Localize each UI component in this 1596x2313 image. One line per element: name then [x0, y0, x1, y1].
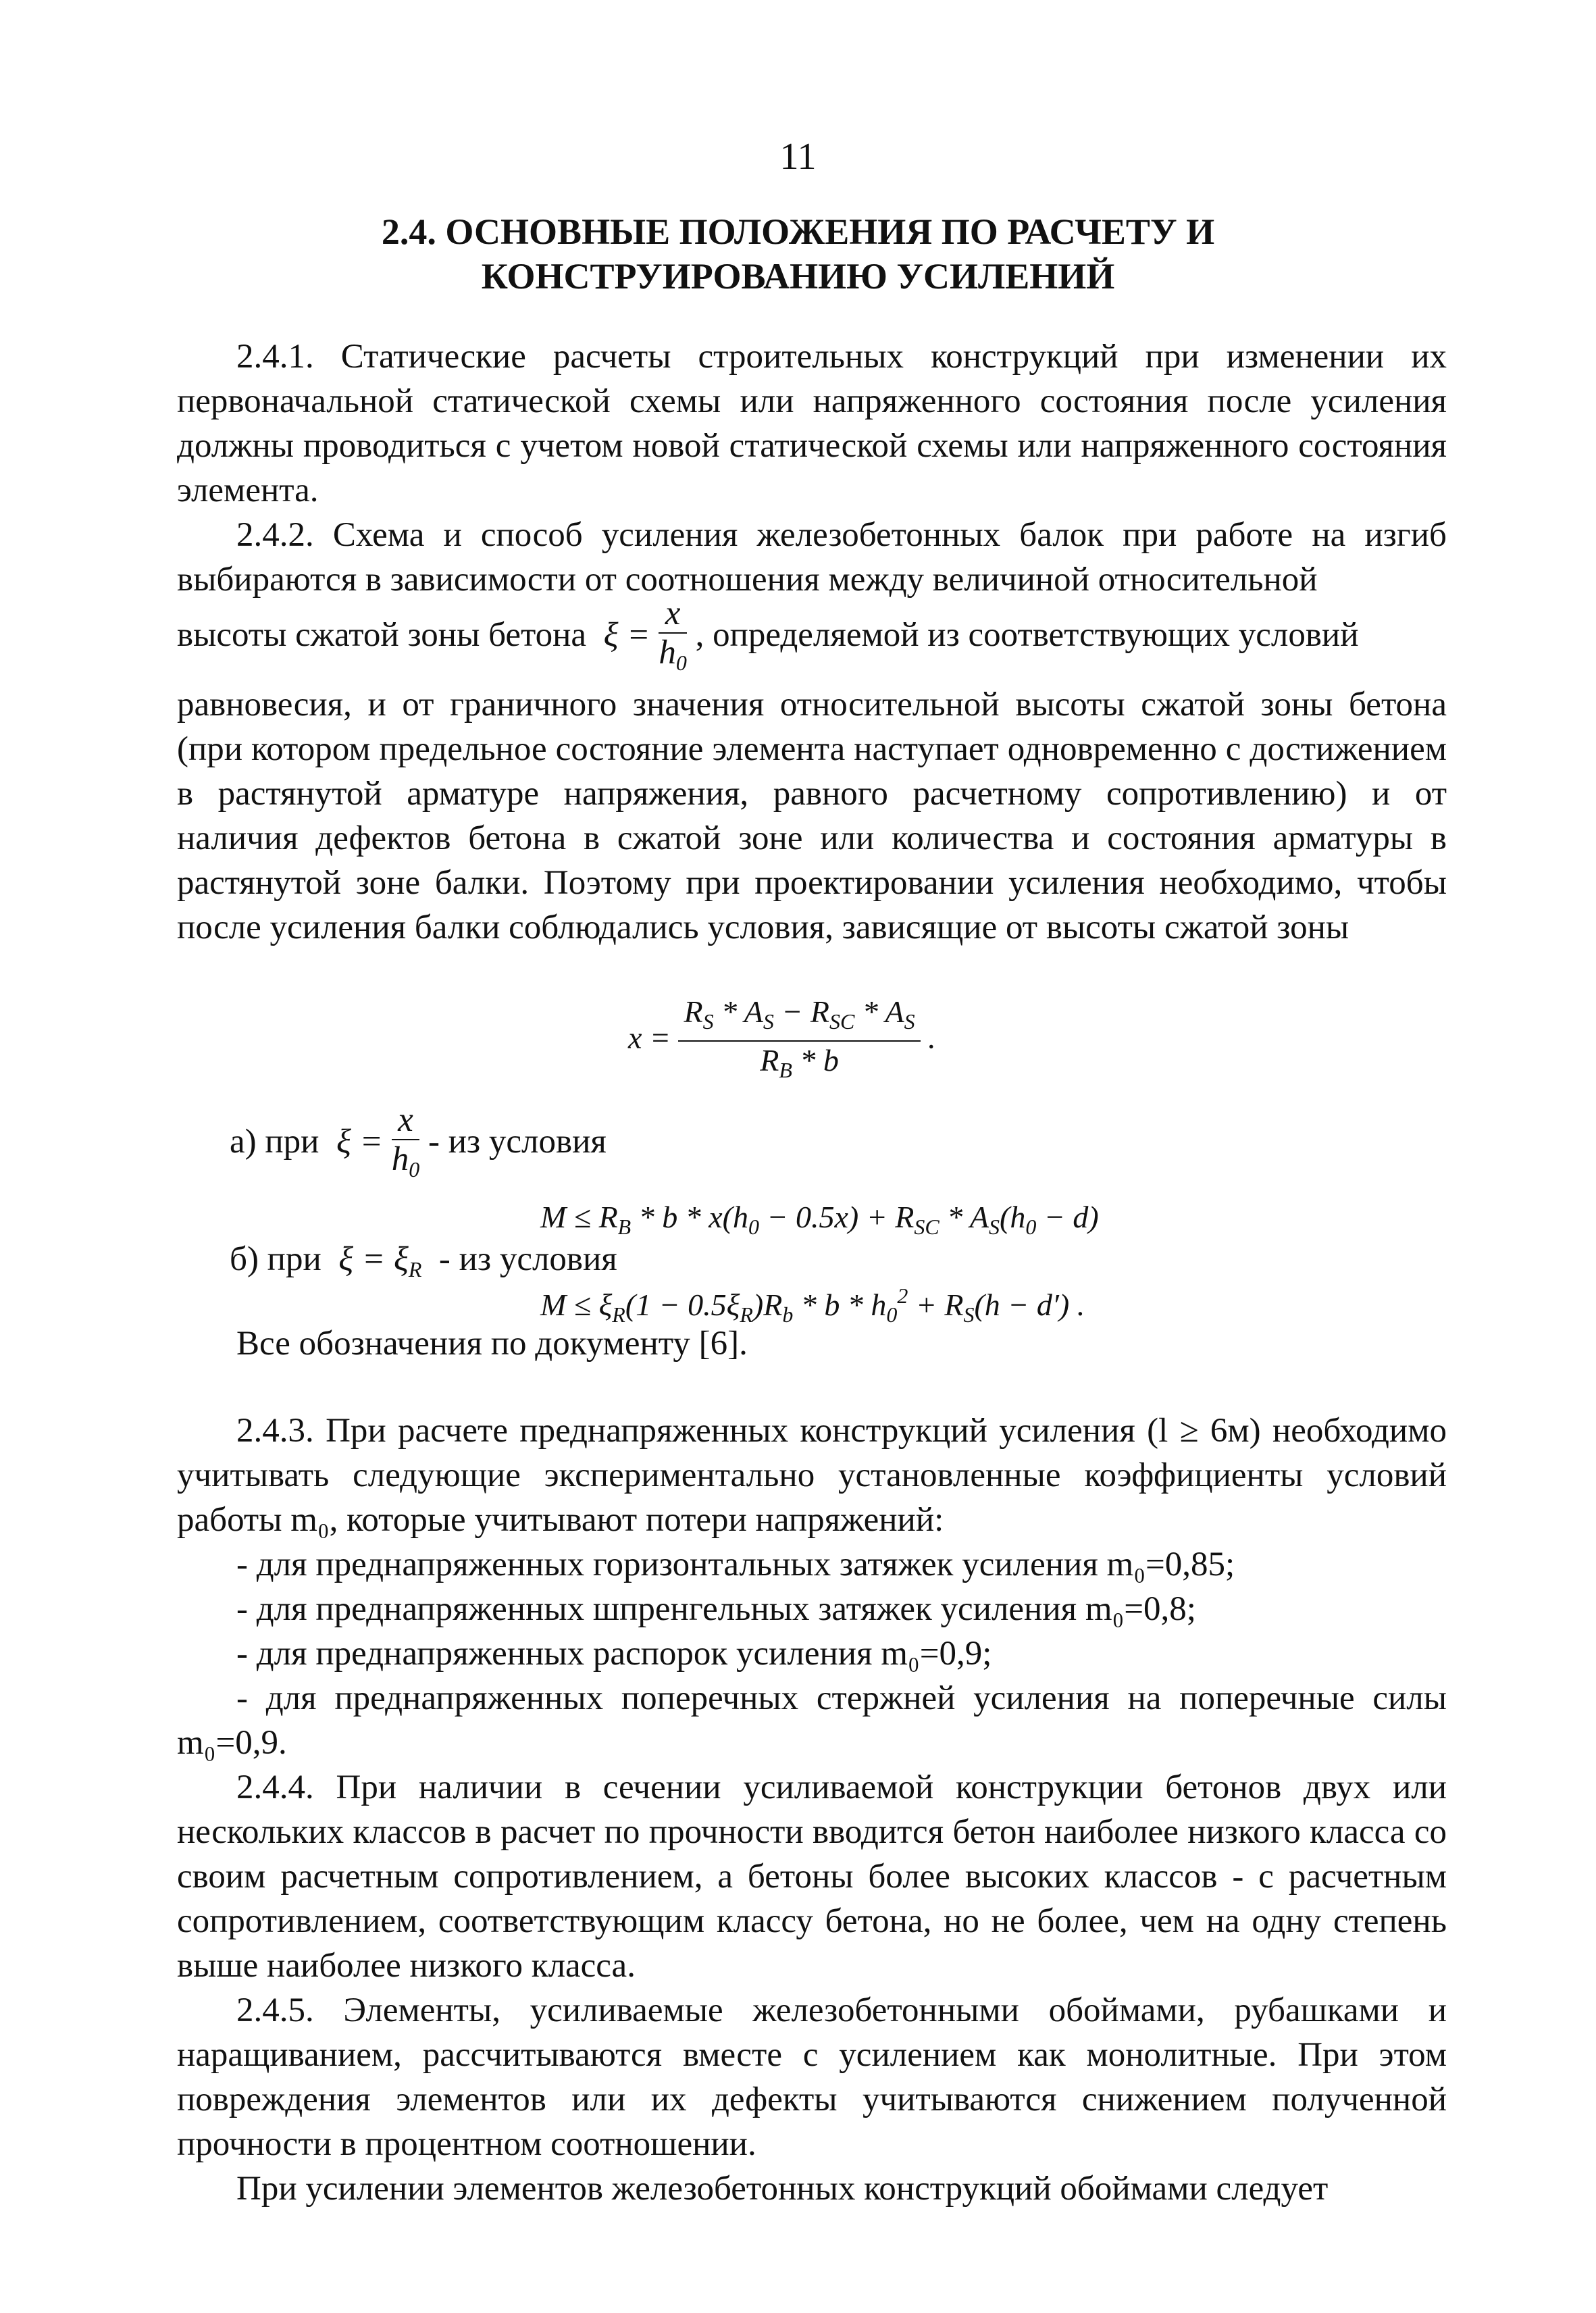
- text-block-1: [177, 334, 1447, 602]
- case-a-condition: - из условия: [428, 1123, 607, 1161]
- fraction-denominator: $h_0$: [659, 634, 687, 675]
- list-item: - для преднапряженных горизонтальных затяжек усиления m₀=0,85;: [236, 1546, 1235, 1583]
- formula-x-fraction: $\frac{R_S * A_S - R_{SC} * A_S}{R_B * b}$: [678, 993, 920, 1089]
- case-a-xi: ξ =: [328, 1123, 383, 1161]
- text-block-2: [177, 682, 1447, 950]
- case-a-fraction: $\frac{x}{h_0}$: [391, 1101, 420, 1181]
- case-b-xi: $\xi = \xi_R$: [330, 1240, 422, 1281]
- paragraph-2-4-3: 2.4.3. При расчете преднапряженных конструкций усиления (l ≥ 6м) необходимо учитывать следующие экспериментально установленные коэффициенты условий работы m₀, которые учитывают потери напряжений:: [177, 1412, 1447, 1539]
- formula-x: x = $\frac{R_S * A_S - R_{SC} * A_S}{R_B * b}$ .: [628, 993, 936, 1089]
- case-b-line: [230, 1240, 617, 1282]
- paragraph-last: При усилении элементов железобетонных конструкций обоймами следует: [236, 2170, 1329, 2208]
- page-number: 11: [779, 136, 817, 178]
- section-title-line2: КОНСТРУИРОВАНИЮ УСИЛЕНИЙ: [481, 256, 1115, 297]
- x-over-h0-fraction: [659, 594, 687, 682]
- case-b-label: б) при: [230, 1240, 321, 1278]
- xi-definition-line: [177, 594, 1447, 682]
- fraction-numerator: x: [659, 594, 687, 634]
- section-title-line1: 2.4. ОСНОВНЫЕ ПОЛОЖЕНИЯ ПО РАСЧЕТУ И: [381, 211, 1215, 252]
- case-b-condition: - из условия: [438, 1240, 617, 1278]
- text-block-3: [177, 1408, 1447, 2211]
- case-a-label: а) при: [230, 1123, 319, 1161]
- xi-symbol: ξ =: [594, 616, 650, 655]
- paragraph-2-4-5: 2.4.5. Элементы, усиливаемые железобетонными обоймами, рубашками и наращиванием, рассчитываются вместе с усилением как монолитные. При этом повреждения элементов или их дефекты учитываются снижением полученной прочности в процентном соотношении.: [177, 1991, 1447, 2163]
- xi-line-text-post: , определяемой из соответствующих условий: [695, 616, 1359, 655]
- paragraph-2-4-2-start: 2.4.2. Схема и способ усиления железобетонных балок при работе на изгиб выбираются в зависимости от соотношения между величиной относительной: [177, 516, 1447, 599]
- notation-line: Все обозначения по документу [6].: [236, 1325, 748, 1363]
- section-title: [0, 209, 1596, 299]
- list-item: - для преднапряженных поперечных стержней усиления на поперечные силы m₀=0,9.: [177, 1679, 1447, 1762]
- case-a-line: [230, 1101, 607, 1188]
- formula-case-a: $M \le R_B * b * x(h_0 - 0.5x) + R_{SC} * A_S(h_0 - d)$: [540, 1200, 1099, 1239]
- list-item: - для преднапряженных распорок усиления m₀=0,9;: [236, 1635, 992, 1673]
- paragraph-2-4-4: 2.4.4. При наличии в сечении усиливаемой конструкции бетонов двух или нескольких классов в расчет по прочности вводится бетон наиболее низкого класса со своим расчетным сопротивлением, а бетоны более высоких классов - с расчетным сопротивлением, соответствующим классу бетона, но не более, чем на одну степень выше наиболее низкого класса.: [177, 1769, 1447, 1985]
- xi-line-text-pre: высоты сжатой зоны бетона: [177, 616, 587, 655]
- paragraph-2-4-2-cont: равновесия, и от граничного значения относительной высоты сжатой зоны бетона (при котором предельное состояние элемента наступает одновременно с достижением в растянутой арматуре напряжения, равного расчетному сопротивлению) и от наличия дефектов бетона в сжатой зоне или количества и состояния арматуры в растянутой зоне балки. Поэтому при проектировании усиления необходимо, чтобы после усиления балки соблюдались условия, зависящие от высоты сжатой зоны: [177, 686, 1447, 946]
- list-item: - для преднапряженных шпренгельных затяжек усиления m₀=0,8;: [236, 1590, 1196, 1628]
- paragraph-2-4-1: 2.4.1. Статические расчеты строительных конструкций при изменении их первоначальной статической схемы или напряженного состояния после усиления должны проводиться с учетом новой статической схемы или напряженного состояния элемента.: [177, 338, 1447, 509]
- formula-case-b: $M \le \xi_R(1 - 0.5\xi_R)R_b * b * h_0^2 + R_S(h - d')$ .: [540, 1283, 1085, 1327]
